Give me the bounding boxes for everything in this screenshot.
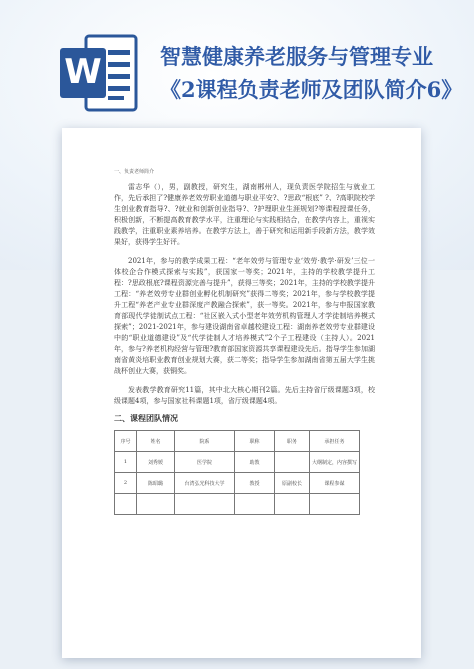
table-cell: 台湾弘光科技大学: [175, 473, 235, 494]
paragraph-intro: 雷志华（），男，副教授，研究生，湖南郴州人，现负责医学院招生与就业工作，先后承担了?健康养老效劳职业道德与职业平安?、?思政“根底” ?、?高职院校学生创业教育指导?、?就业和创新创业指导?、?护理职业生涯规划?等课程授课任务，积极创新，不断提高教育教学水平，注重理论与实践相结合，在教学内容上，重视实践教学，注重职业素养培养。在教学方法上，善于研究和运用新手段新方法，教学效果好，获得学生好评。: [114, 183, 375, 246]
document-page: [62, 128, 421, 658]
table-cell: 原副校长: [275, 473, 310, 494]
table-header: 序号: [115, 431, 137, 452]
title-line-2: 《2课程负责老师及团队简介6》: [160, 77, 463, 102]
table-cell: 课程参谋: [310, 473, 360, 494]
table-cell: [175, 494, 235, 515]
table-cell: 1: [115, 452, 137, 473]
svg-text:W: W: [64, 52, 102, 92]
table-row: [115, 452, 360, 473]
paragraph-research: 发表教学教育研究11篇，其中北大核心期刊2篇。先后主持省厅级课题3项，校级课题4项，参与国家社科课题1项，省厅级课题4项。: [114, 386, 375, 405]
paragraph-achievements: 2021年，参与的教学成果工程：“老年效劳与管理专业‘效劳·教学·研发’三位一体校企合作模式探索与实践”，获国家一等奖；2021年，主持的学校教学提升工程：?思政根底?课程资源完善与提升”，获得三等奖；2021年，主持的学校教学提升工程：“养老效劳专业群创业孵化机制研究”获得二等奖；2021年，参与学校教学提升工程“养老产业专业群深度产教融合探索”，获一等奖。2021年，参与申报国家教育部现代学徒制试点工程：“社区嵌入式小型老年效劳机构管理人才学徒制培养模式探索”；2021-2021年，参与建设湖南省卓越校建设工程：湖南养老效劳专业群建设中的“职业道德建设”及“代学徒制人才培养模式”2个子工程建设（主持人）。2021年，参与?养老机构经营与管理?教育部国家资源共享课程建设先后。指导学生参加湖南省黄炎培职业教育创业规划大赛，获二等奖；指导学生参加湖南省第五届大学生挑战杯创业大赛，获铜奖。: [114, 257, 375, 375]
table-cell: [275, 452, 310, 473]
table-cell: 2: [115, 473, 137, 494]
table-header: 院系: [175, 431, 235, 452]
table-cell: 刘秀媛: [137, 452, 175, 473]
table-cell: 教授: [235, 473, 275, 494]
table-header-row: [115, 431, 360, 452]
table-header: 承担任务: [310, 431, 360, 452]
table-row: [115, 494, 360, 515]
title-line-1: 智慧健康养老服务与管理专业: [160, 44, 433, 69]
document-content: [114, 168, 375, 515]
section-heading-teacher: 一、负责老师简介: [114, 169, 155, 175]
page-title: [160, 40, 470, 106]
table-cell: 助教: [235, 452, 275, 473]
table-header: 职称: [235, 431, 275, 452]
table-cell: [235, 494, 275, 515]
team-table: [114, 430, 360, 515]
section-heading-team: 二、课程团队情况: [114, 414, 178, 423]
table-cell: [115, 494, 137, 515]
table-cell: [137, 494, 175, 515]
word-document-icon: [60, 30, 140, 116]
table-cell: [310, 494, 360, 515]
table-row: [115, 473, 360, 494]
table-cell: 医学院: [175, 452, 235, 473]
table-cell: 陈昭璐: [137, 473, 175, 494]
table-cell: [275, 494, 310, 515]
table-cell: 大纲制定，内容撰写: [310, 452, 360, 473]
table-header: 姓名: [137, 431, 175, 452]
table-header: 职务: [275, 431, 310, 452]
